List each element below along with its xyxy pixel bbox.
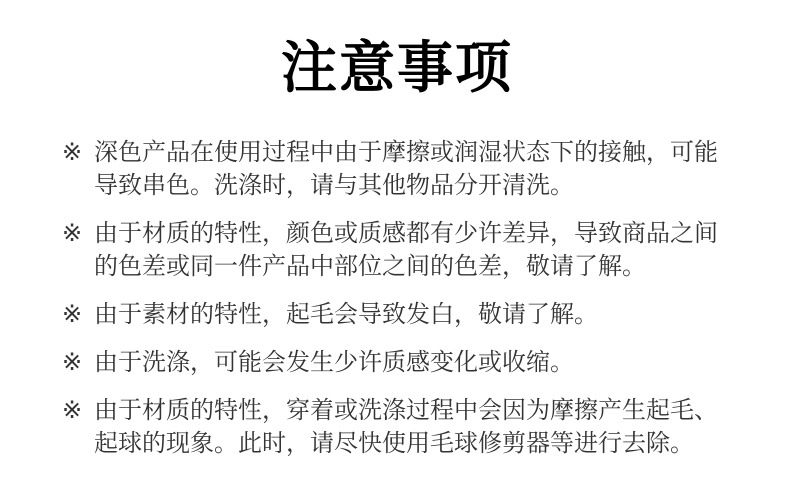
notice-text: 由于材质的特性，穿着或洗涤过程中会因为摩擦产生起毛、起球的现象。此时，请尽快使用毛球修剪器等进行去除。 [94,397,718,457]
reference-mark-icon: ※ [62,301,83,328]
notice-item [62,217,732,283]
reference-mark-icon: ※ [62,220,83,247]
notice-text: 由于素材的特性，起毛会导致发白，敬请了解。 [94,301,598,328]
reference-mark-icon: ※ [62,397,83,424]
reference-mark-icon: ※ [62,349,83,376]
reference-mark-icon: ※ [62,139,83,166]
notice-item [62,394,732,460]
notice-item [62,136,732,202]
notice-item [62,298,732,331]
notice-text: 由于洗涤，可能会发生少许质感变化或收缩。 [94,349,574,376]
notice-text: 深色产品在使用过程中由于摩擦或润湿状态下的接触，可能导致串色。洗涤时，请与其他物品分开清洗。 [94,139,718,199]
notice-text: 由于材质的特性，颜色或质感都有少许差异，导致商品之间的色差或同一件产品中部位之间的色差，敬请了解。 [94,220,718,280]
notice-list [62,136,732,460]
notice-item [62,346,732,379]
page-title: 注意事项 [281,36,513,99]
